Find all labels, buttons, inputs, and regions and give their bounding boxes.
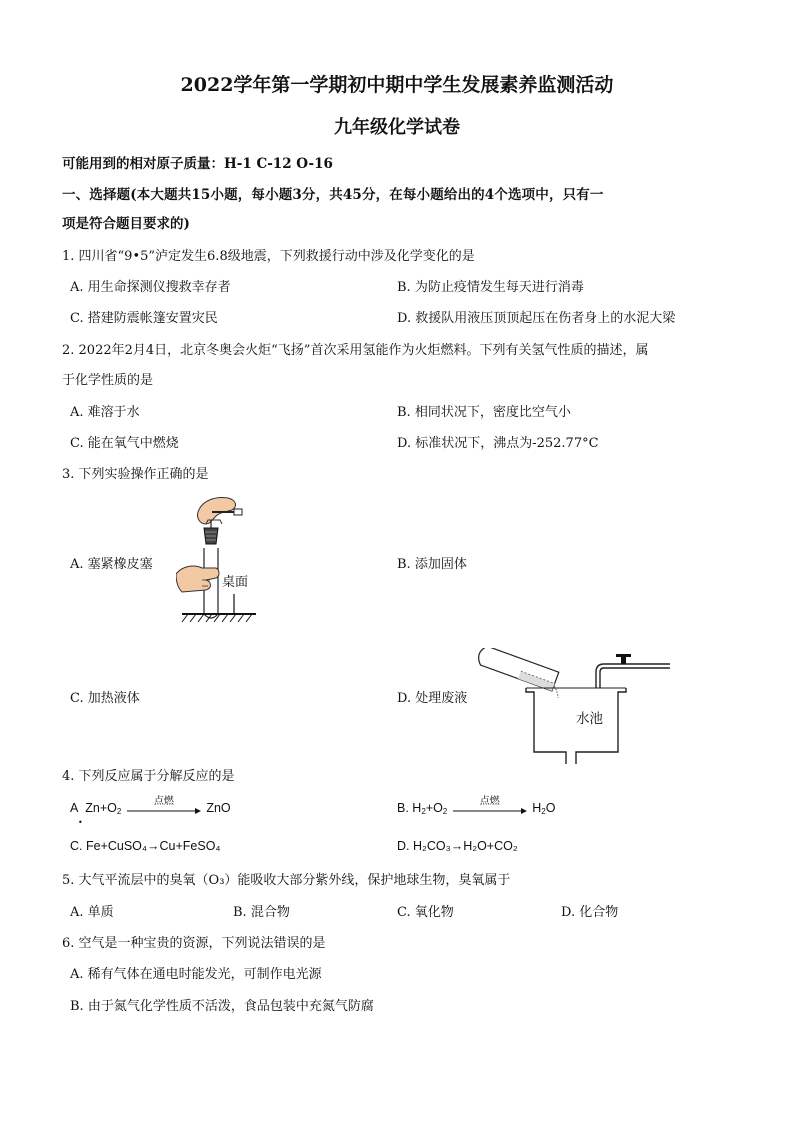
- q4-b-mid: +O: [425, 801, 443, 815]
- reaction-arrow: [127, 795, 201, 816]
- q1-option-d: D. 救援队用液压顶顶起压在伤者身上的水泥大梁: [397, 311, 676, 326]
- reaction-arrow-b: [453, 795, 527, 816]
- q5-stem: 5. 大气平流层中的臭氧（O₃）能吸收大部分紫外线，保护地球生物，臭氧属于: [62, 873, 511, 888]
- exam-title: 2022学年第一学期初中期中学生发展素养监测活动: [180, 74, 614, 96]
- test-tube-stopper-figure: [176, 494, 266, 629]
- sink-label: 水池: [576, 711, 603, 727]
- q5-option-b: B. 混合物: [233, 905, 290, 920]
- q2-option-a: A. 难溶于水: [70, 405, 140, 420]
- q3-stem: 3. 下列实验操作正确的是: [62, 467, 209, 482]
- atomic-mass-note: 可能用到的相对原子质量：H-1 C-12 O-16: [62, 156, 333, 172]
- q4-option-a: [70, 795, 231, 816]
- q4-option-a-label: A: [70, 801, 79, 815]
- q4-option-c: C. Fe+CuSO₄→Cu+FeSO₄: [70, 839, 221, 853]
- q1-option-a: A. 用生命探测仪搜救幸存者: [70, 280, 231, 295]
- q2-option-b: B. 相同状况下，密度比空气小: [397, 405, 571, 420]
- reaction-condition-b: 点燃: [479, 795, 500, 807]
- q1-option-b: B. 为防止疫情发生每天进行消毒: [397, 280, 584, 295]
- q1-option-c: C. 搭建防震帐篷安置灾民: [70, 311, 218, 326]
- q2-stem-line2: 于化学性质的是: [62, 373, 154, 388]
- q6-stem: 6. 空气是一种宝贵的资源，下列说法错误的是: [62, 936, 326, 951]
- q5-option-c: C. 氧化物: [397, 905, 454, 920]
- q4-b-label: B. H: [397, 801, 422, 815]
- q4-b-right: H: [532, 801, 542, 815]
- exam-subtitle: 九年级化学试卷: [334, 117, 460, 138]
- q6-option-a: A. 稀有气体在通电时能发光，可制作电光源: [70, 967, 322, 982]
- q4-a-left: Zn+O: [85, 801, 117, 815]
- q1-stem: 1. 四川省“9•5”泸定发生6.8级地震，下列救援行动中涉及化学变化的是: [62, 249, 475, 264]
- q5-option-d: D. 化合物: [561, 905, 619, 920]
- q4-b-end: O: [545, 801, 556, 815]
- q4-b-sub1: 2: [421, 807, 426, 816]
- reaction-condition: 点燃: [153, 795, 174, 807]
- desk-label: 桌面: [222, 575, 249, 590]
- q2-option-c: C. 能在氧气中燃烧: [70, 436, 179, 451]
- q3-option-d: D. 处理废液: [397, 691, 468, 706]
- section-heading-line1: 一、选择题(本大题共15小题，每小题3分，共45分，在每小题给出的4个选项中，只有一: [62, 187, 604, 203]
- q2-option-d: D. 标准状况下，沸点为-252.77°C: [397, 436, 599, 451]
- q4-stem: 4. 下列反应属于分解反应的是: [62, 769, 235, 784]
- q6-option-b: B. 由于氮气化学性质不活泼，食品包装中充氮气防腐: [70, 999, 374, 1014]
- q4-b-sub3: 2: [541, 807, 546, 816]
- q4-option-d: D. H₂CO₃→H₂O+CO₂: [397, 839, 518, 853]
- dot-mark: •: [78, 818, 83, 827]
- sink-waste-figure: [472, 648, 677, 764]
- q4-option-b: [397, 795, 556, 816]
- q3-option-b: B. 添加固体: [397, 557, 467, 572]
- q2-stem-line1: 2. 2022年2月4日，北京冬奥会火炬“飞扬”首次采用氢能作为火炬燃料。下列有关氢气性质的描述，属: [62, 343, 649, 358]
- q3-option-c: C. 加热液体: [70, 691, 140, 706]
- q5-option-a: A. 单质: [70, 905, 114, 920]
- q4-a-sub: 2: [116, 807, 122, 816]
- q4-b-sub2: 2: [442, 807, 448, 816]
- section-heading-line2: 项是符合题目要求的): [62, 216, 190, 232]
- q4-a-right: ZnO: [206, 801, 231, 815]
- q3-option-a: A. 塞紧橡皮塞: [70, 557, 153, 572]
